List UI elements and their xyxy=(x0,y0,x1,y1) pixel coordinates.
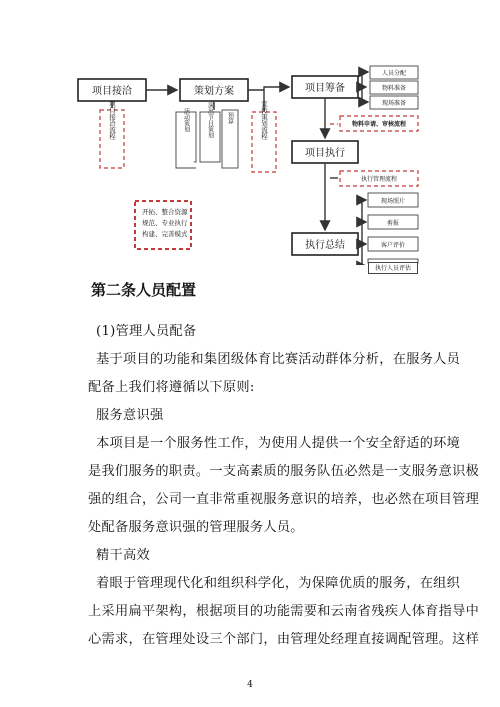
paragraph-4: 服务意识强 xyxy=(96,408,164,423)
paragraph-1: (1)管理人员配备 xyxy=(96,324,197,339)
box-xmjq xyxy=(78,79,146,101)
summary-item-4 xyxy=(368,262,418,274)
plan-col-3: 预算 xyxy=(226,112,234,124)
note-material-text: 物料申请、审核流程 xyxy=(351,121,407,128)
paragraph-2: 基于项目的功能和集团级体育比赛活动群体分析，在服务人员 xyxy=(96,352,461,367)
paragraph-6: 是我们服务的职责。一支高素质的服务队伍必然是一支服务意识极 xyxy=(88,464,480,479)
note-exec xyxy=(330,171,418,186)
note-left-line-2: 规范、专业执行 xyxy=(142,219,188,227)
prep-item-2: 物料准备 xyxy=(381,85,407,92)
plan-columns xyxy=(176,101,238,168)
note-material xyxy=(330,116,418,131)
box-zxzj-label: 执行总结 xyxy=(305,240,345,251)
note-left-line-3: 构建、完善模式 xyxy=(142,230,188,238)
note-left-line-1: 开拓、整合资源 xyxy=(142,208,188,216)
paragraph-8: 处配备服务意识强的管理服务人员。 xyxy=(88,520,304,535)
prep-item-1: 人员分配 xyxy=(381,70,407,77)
paragraph-5: 本项目是一个服务性工作，为使用人提供一个安全舒适的环境 xyxy=(96,436,461,451)
summary-item-1: 现场照片 xyxy=(380,198,406,205)
box-chfa-label: 策划方案 xyxy=(194,86,234,97)
note-left xyxy=(135,201,191,249)
summary-item-4-label: 执行人员评估 xyxy=(374,265,411,272)
paragraph-10: 着眼于管理现代化和组织科学化，为保障优质的服务，在组织 xyxy=(96,576,461,591)
section-title: 第二条人员配置 xyxy=(91,281,197,299)
page-number: 4 xyxy=(247,680,253,690)
note-plan xyxy=(252,99,276,172)
paragraph-9: 精干高效 xyxy=(96,548,150,563)
plan-col-1: 活动策划 xyxy=(182,108,190,132)
paragraph-12: 心需求，在管理处设三个部门，由管理处经理直接调配管理。这样 xyxy=(88,632,480,647)
box-xmzx-label: 项目执行 xyxy=(305,148,345,159)
prep-item-3: 现场准备 xyxy=(381,100,407,107)
box-chfa xyxy=(180,79,248,101)
box-xmcb-label: 项目筹备 xyxy=(305,83,345,94)
note-plan-text: 宣传策划流程 xyxy=(260,100,268,140)
prep-items xyxy=(358,66,418,109)
box-xmjq-label: 项目接洽 xyxy=(92,86,132,97)
workflow-diagram xyxy=(0,0,500,265)
paragraph-7: 强的组合，公司一直非常重视服务意识的培养，也必然在项目管理 xyxy=(88,492,480,507)
note-jiaqiao xyxy=(100,100,124,168)
paragraph-3: 配备上我们将遵循以下原则: xyxy=(88,380,255,395)
box-xmzx xyxy=(292,141,358,163)
summary-items xyxy=(358,193,418,265)
summary-item-2: 剪报 xyxy=(386,220,400,227)
plan-col-2: 演出节目策划 xyxy=(206,102,214,138)
summary-item-3: 客户评价 xyxy=(380,242,406,249)
note-exec-text: 执行管理流程 xyxy=(360,176,398,183)
note-jiaqiao-text: 项目接洽流程 xyxy=(108,100,116,140)
box-xmcb xyxy=(292,76,358,98)
box-zxzj xyxy=(292,233,358,255)
paragraph-11: 上采用扁平架构，根据项目的功能需要和云南省残疾人体育指导中 xyxy=(88,604,480,619)
